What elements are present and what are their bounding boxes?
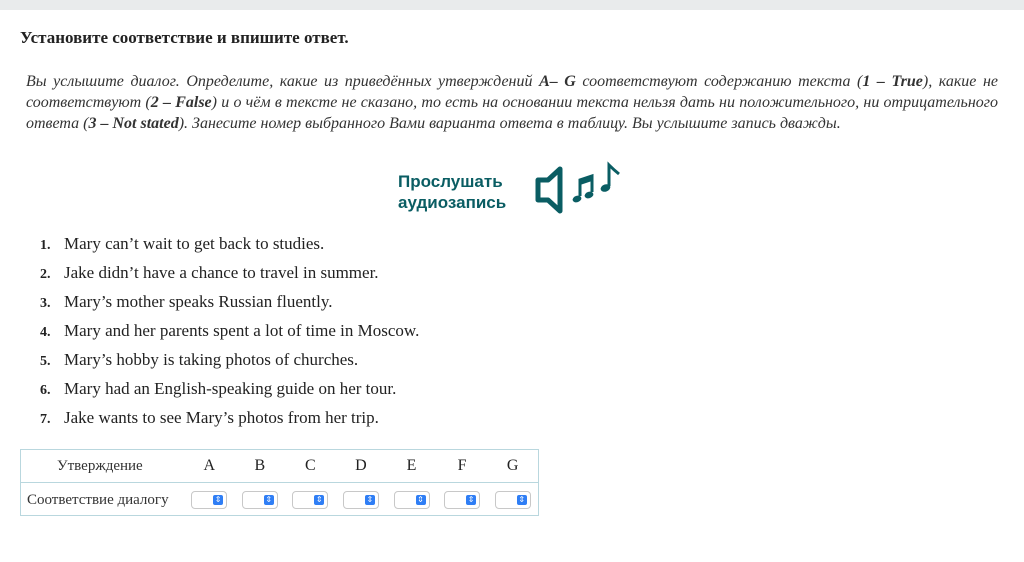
answer-cell-c	[285, 491, 336, 509]
answer-table-header-label: Утверждение	[57, 457, 143, 474]
answer-table-row-label: Соответствие диалогу	[27, 491, 169, 508]
instruction-emphasis: 1 – True	[862, 73, 923, 90]
select-chevron-icon: ⇕	[467, 495, 475, 504]
select-chevron-icon: ⇕	[315, 495, 323, 504]
answer-select-g[interactable]	[495, 491, 531, 509]
select-chevron-icon: ⇕	[265, 495, 273, 504]
select-chevron-icon: ⇕	[518, 495, 526, 504]
play-audio-label	[398, 171, 530, 213]
statement-text: Jake didn’t have a chance to travel in summer.	[64, 263, 379, 282]
answer-select-c[interactable]	[292, 491, 328, 509]
answer-select-f[interactable]	[444, 491, 480, 509]
statement-item	[40, 292, 419, 321]
column-header-b: B	[254, 457, 266, 474]
speaker-music-icon	[530, 160, 624, 225]
instruction-emphasis: A– G	[539, 73, 576, 90]
statement-text: Mary and her parents spent a lot of time in Moscow.	[64, 321, 420, 340]
answer-select-a[interactable]	[191, 491, 227, 509]
statement-number: 3.	[40, 296, 51, 311]
answer-select-e[interactable]	[394, 491, 430, 509]
column-header-e: E	[406, 457, 417, 474]
statement-item	[40, 350, 419, 379]
answer-cell-d	[336, 491, 387, 509]
column-header-g: G	[506, 457, 519, 474]
answer-select-b[interactable]	[242, 491, 278, 509]
answer-cell-f	[437, 491, 488, 509]
statement-text: Mary can’t wait to get back to studies.	[64, 234, 325, 253]
answer-cell-a	[184, 491, 235, 509]
statement-list	[40, 234, 419, 437]
task-instructions	[26, 71, 998, 134]
instruction-text: ). Занесите номер выбранного Вами варианта ответа в таблицу. Вы услышите запись дважды.	[178, 115, 841, 132]
statement-item	[40, 379, 419, 408]
statement-number: 4.	[40, 325, 51, 340]
play-audio-button[interactable]	[398, 162, 638, 222]
play-audio-label-line1: Прослушать	[398, 172, 503, 191]
instruction-text: Вы услышите диалог. Определите, какие из приведённых утверждений	[26, 73, 540, 90]
statement-number: 1.	[40, 238, 51, 253]
statement-number: 2.	[40, 267, 51, 282]
column-header-d: D	[355, 457, 367, 474]
column-header-c: C	[305, 457, 316, 474]
instruction-text: ) и о чём в тексте не сказано, то есть на основании текста нельзя дать ни положительного, ни отрицательного ответа (	[26, 94, 998, 132]
answer-cell-g	[487, 491, 538, 509]
select-chevron-icon: ⇕	[366, 495, 374, 504]
top-bar	[0, 0, 1024, 10]
statement-item	[40, 408, 419, 437]
statement-text: Jake wants to see Mary’s photos from her trip.	[64, 408, 379, 427]
instruction-text: ), какие не соответствуют (	[26, 73, 999, 111]
statement-item	[40, 263, 419, 292]
instruction-emphasis: 2 – False	[150, 94, 212, 111]
column-header-a: A	[203, 457, 215, 474]
select-chevron-icon: ⇕	[214, 495, 222, 504]
answer-table	[20, 449, 539, 516]
statement-number: 5.	[40, 354, 51, 369]
select-chevron-icon: ⇕	[417, 495, 424, 504]
answer-table-answer-row	[21, 483, 538, 517]
answer-cell-e	[386, 491, 437, 509]
statement-item	[40, 234, 419, 263]
answer-cell-b	[234, 491, 285, 509]
statement-number: 6.	[40, 383, 51, 398]
column-header-f: F	[457, 457, 467, 474]
answer-table-header-row	[21, 450, 538, 483]
statement-text: Mary’s mother speaks Russian fluently.	[64, 292, 333, 311]
instruction-emphasis: 3 – Not stated	[88, 115, 179, 132]
answer-select-d[interactable]	[343, 491, 379, 509]
instruction-text: соответствуют содержанию текста (	[575, 73, 863, 90]
statement-text: Mary had an English-speaking guide on her tour.	[64, 379, 397, 398]
statement-text: Mary’s hobby is taking photos of churches.	[64, 350, 359, 369]
statement-item	[40, 321, 419, 350]
task-title: Установите соответствие и впишите ответ.	[20, 28, 349, 47]
play-audio-label-line2: аудиозапись	[398, 193, 507, 212]
statement-number: 7.	[40, 412, 51, 427]
